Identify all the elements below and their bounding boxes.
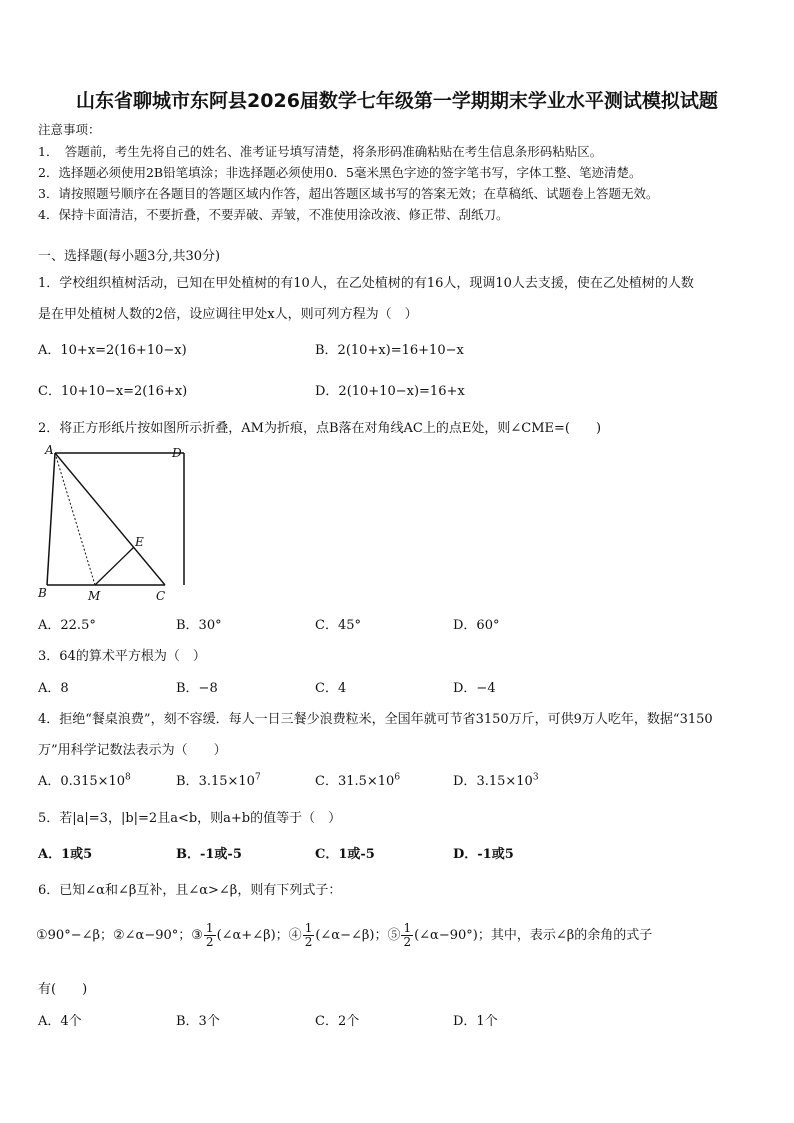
label-a: A [45, 443, 54, 457]
segment-me [95, 547, 134, 585]
q1-option-a: A．10+x=2(16+10−x) [38, 343, 187, 358]
notice-item-2: 2．选择题必须使用2B铅笔填涂；非选择题必须使用0．5毫米黑色字迹的签字笔书写，字体工整、笔迹清楚。 [38, 165, 642, 180]
label-m: M [88, 589, 101, 603]
notice-item-4: 4．保持卡面清洁，不要折叠，不要弄破、弄皱，不准使用涂改液、修正带、刮纸刀。 [38, 207, 509, 222]
q6-option-d: D．1个 [453, 1014, 498, 1029]
q3-option-d: D．−4 [453, 681, 496, 696]
q6-expr-3: (∠α+∠β)；④ [216, 928, 302, 943]
q2-option-b: B．30° [176, 618, 222, 633]
q1-stem-line1: 1．学校组织植树活动，已知在甲处植树的有10人，在乙处植树的有16人，现调10人去支援，使在乙处植树的人数 [38, 276, 694, 291]
page-title: 山东省聊城市东阿县2026届数学七年级第一学期期末学业水平测试模拟试题 [76, 90, 718, 112]
q2-stem: 2．将正方形纸片按如图所示折叠，AM为折痕，点B落在对角线AC上的点E处，则∠CME=( ) [38, 421, 602, 436]
q3-option-c: C．4 [315, 681, 347, 696]
q6-stem-line3: 有( ) [38, 982, 88, 997]
q4-stem-line1: 4．拒绝“餐桌浪费”，刻不容缓．每人一日三餐少浪费粒米，全国年就可节省3150万斤，可供9万人吃年，数据“3150 [38, 712, 713, 727]
q3-stem: 3．64的算术平方根为（ ） [38, 649, 206, 664]
q3-option-b: B．−8 [176, 681, 218, 696]
q4-option-c: C．$31.5\times 10^6$ [315, 772, 401, 789]
q1-option-c: C．10+10−x=2(16+x) [38, 384, 188, 399]
q6-option-b: B．3个 [176, 1014, 220, 1029]
label-b: B [38, 586, 47, 600]
q1-stem-line2: 是在甲处植树人数的2倍，设应调往甲处x人，则可列方程为（ ） [38, 307, 418, 322]
q1-option-b: B．2(10+x)=16+10−x [315, 343, 464, 358]
q6-expr-1-2: ①90°−∠β；②∠α−90°；③ [36, 928, 203, 943]
q4-d-base: 3.15×10 [476, 774, 533, 789]
q6-stem-line1: 6．已知∠α和∠β互补，且∠α>∠β，则有下列式子： [38, 883, 342, 898]
q6-option-c: C．2个 [315, 1014, 360, 1029]
q6-frac-4: $\frac{1}{2}$ [304, 921, 313, 949]
q3-option-a: A．8 [38, 681, 69, 696]
label-d: D [172, 446, 182, 460]
edge-ab [47, 453, 55, 585]
q2-option-a: A．22.5° [38, 618, 96, 633]
section-heading: 一、选择题(每小题3分,共30分) [38, 249, 221, 264]
q2-square-figure [36, 440, 206, 610]
q5-stem: 5．若|a|=3，|b|=2且a<b，则a+b的值等于（ ） [38, 811, 342, 826]
q1-option-d: D．2(10+10−x)=16+x [315, 384, 465, 399]
notice-item-3: 3．请按照题号顺序在各题目的答题区域内作答，超出答题区域书写的答案无效；在草稿纸、试题卷上答题无效。 [38, 186, 659, 201]
q4-d-exp: 3 [532, 772, 539, 783]
q5-option-a: A．1或5 [38, 847, 93, 862]
q6-expr-5: (∠α−90°)；其中，表示∠β的余角的式子 [414, 928, 653, 943]
q4-option-a: A．$0.315\times 10^8$ [38, 772, 131, 789]
q4-option-b: B．$3.15\times 10^7$ [176, 772, 261, 789]
q4-b-exp: 7 [254, 772, 261, 783]
notice-item-1: 1． 答题前，考生先将自己的姓名、准考证号填写清楚，将条形码准确粘贴在考生信息条形码粘贴区。 [38, 144, 603, 159]
q6-frac-3: $\frac{1}{2}$ [205, 921, 214, 949]
q5-option-c: C．1或-5 [315, 847, 375, 862]
fold-line-am [55, 453, 95, 585]
q4-a-base: 0.315×10 [60, 774, 126, 789]
q4-b-base: 3.15×10 [198, 774, 255, 789]
q6-option-a: A．4个 [38, 1014, 82, 1029]
q6-expr-4: (∠α−∠β)；⑤ [315, 928, 401, 943]
q5-option-d: D．-1或5 [453, 847, 514, 862]
label-c: C [156, 589, 166, 603]
q2-option-d: D．60° [453, 618, 500, 633]
q4-c-base: 31.5×10 [337, 774, 395, 789]
notice-heading: 注意事项： [38, 122, 101, 137]
q2-option-c: C．45° [315, 618, 361, 633]
q4-stem-line2: 万”用科学记数法表示为（ ） [38, 743, 227, 758]
label-e: E [135, 535, 144, 549]
q5-option-b: B．-1或-5 [176, 847, 242, 862]
q6-frac-5: $\frac{1}{2}$ [403, 921, 412, 949]
q6-expressions [36, 922, 652, 949]
q4-option-d: D．$3.15\times 10^3$ [453, 772, 539, 789]
q4-c-exp: 6 [394, 772, 401, 783]
q4-a-exp: 8 [125, 772, 131, 783]
diagonal-ac [55, 453, 165, 585]
